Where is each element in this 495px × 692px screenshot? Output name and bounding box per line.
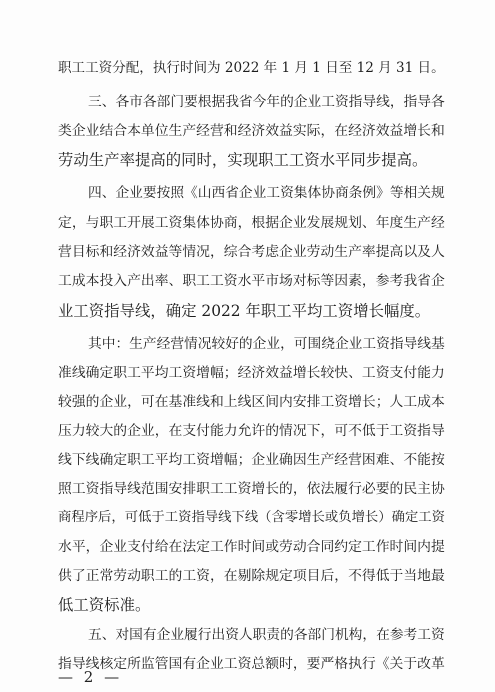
text-line-2 bbox=[0, 87, 495, 117]
text-line-18 bbox=[0, 561, 495, 591]
text-line-5 bbox=[0, 178, 495, 208]
text-line-content: 压力较大的企业，在支付能力允许的情况下，可不低于工资指导 bbox=[58, 423, 445, 439]
text-line-content: 指导线核定所监管国有企业工资总额时，要严格执行《关于改革 bbox=[58, 656, 445, 672]
text-line-6 bbox=[0, 208, 495, 238]
text-line-content: 营目标和经济效益等情况，综合考虑企业劳动生产率提高以及人 bbox=[58, 244, 445, 260]
text-line-content: 五、对国有企业履行出资人职责的各部门机构，在参考工资 bbox=[88, 627, 445, 643]
text-line-9 bbox=[0, 296, 495, 326]
text-line-14 bbox=[0, 445, 495, 475]
text-line-content: 低工资标准。 bbox=[58, 596, 151, 614]
text-line-content: 其中：生产经营情况较好的企业，可围绕企业工资指导线基 bbox=[88, 336, 445, 352]
text-line-1 bbox=[0, 53, 495, 83]
text-line-7 bbox=[0, 237, 495, 267]
text-line-11 bbox=[0, 358, 495, 388]
text-line-content: 线下线确定职工平均工资增幅；企业确因生产经营困难、不能按 bbox=[58, 452, 445, 468]
page-number: — 2 — bbox=[58, 668, 123, 686]
text-line-19 bbox=[0, 590, 495, 620]
text-line-content: 四、企业要按照《山西省企业工资集体协商条例》等相关规 bbox=[88, 185, 445, 201]
text-line-17 bbox=[0, 532, 495, 562]
text-line-content: 较强的企业，可在基准线和上线区间内安排工资增长；人工成本 bbox=[58, 394, 445, 410]
text-line-content: 工成本投入产出率、职工工资水平市场对标等因素，参考我省企 bbox=[58, 273, 445, 289]
text-line-15 bbox=[0, 474, 495, 504]
text-line-content: 三、各市各部门要根据我省今年的企业工资指导线，指导各 bbox=[88, 94, 445, 110]
text-line-20 bbox=[0, 620, 495, 650]
text-line-12 bbox=[0, 387, 495, 417]
text-line-content: 准线确定职工平均工资增幅；经济效益增长较快、工资支付能力 bbox=[58, 365, 445, 381]
text-line-13 bbox=[0, 416, 495, 446]
text-line-10 bbox=[0, 329, 495, 359]
text-line-content: 供了正常劳动职工的工资，在剔除规定项目后，不得低于当地最 bbox=[58, 568, 445, 584]
text-line-content: 业工资指导线，确定 2022 年职工平均工资增长幅度。 bbox=[58, 302, 431, 320]
text-line-4 bbox=[0, 145, 495, 175]
text-line-content: 照工资指导线范围安排职工工资增长的，依法履行必要的民主协 bbox=[58, 481, 445, 497]
text-line-3 bbox=[0, 116, 495, 146]
text-line-8 bbox=[0, 266, 495, 296]
text-line-content: 职工工资分配，执行时间为 2022 年 1 月 1 日至 12 月 31 日。 bbox=[58, 60, 445, 76]
text-line-content: 定，与职工开展工资集体协商，根据企业发展规划、年度生产经 bbox=[58, 215, 445, 231]
text-line-content: 商程序后，可低于工资指导线下线（含零增长或负增长）确定工资 bbox=[58, 510, 445, 525]
text-line-content: 水平，企业支付给在法定工作时间或劳动合同约定工作时间内提 bbox=[58, 539, 445, 555]
text-line-content: 劳动生产率提高的同时，实现职工工资水平同步提高。 bbox=[58, 151, 428, 169]
text-line-16 bbox=[0, 503, 495, 533]
text-line-content: 类企业结合本单位生产经营和经济效益实际，在经济效益增长和 bbox=[58, 123, 445, 139]
